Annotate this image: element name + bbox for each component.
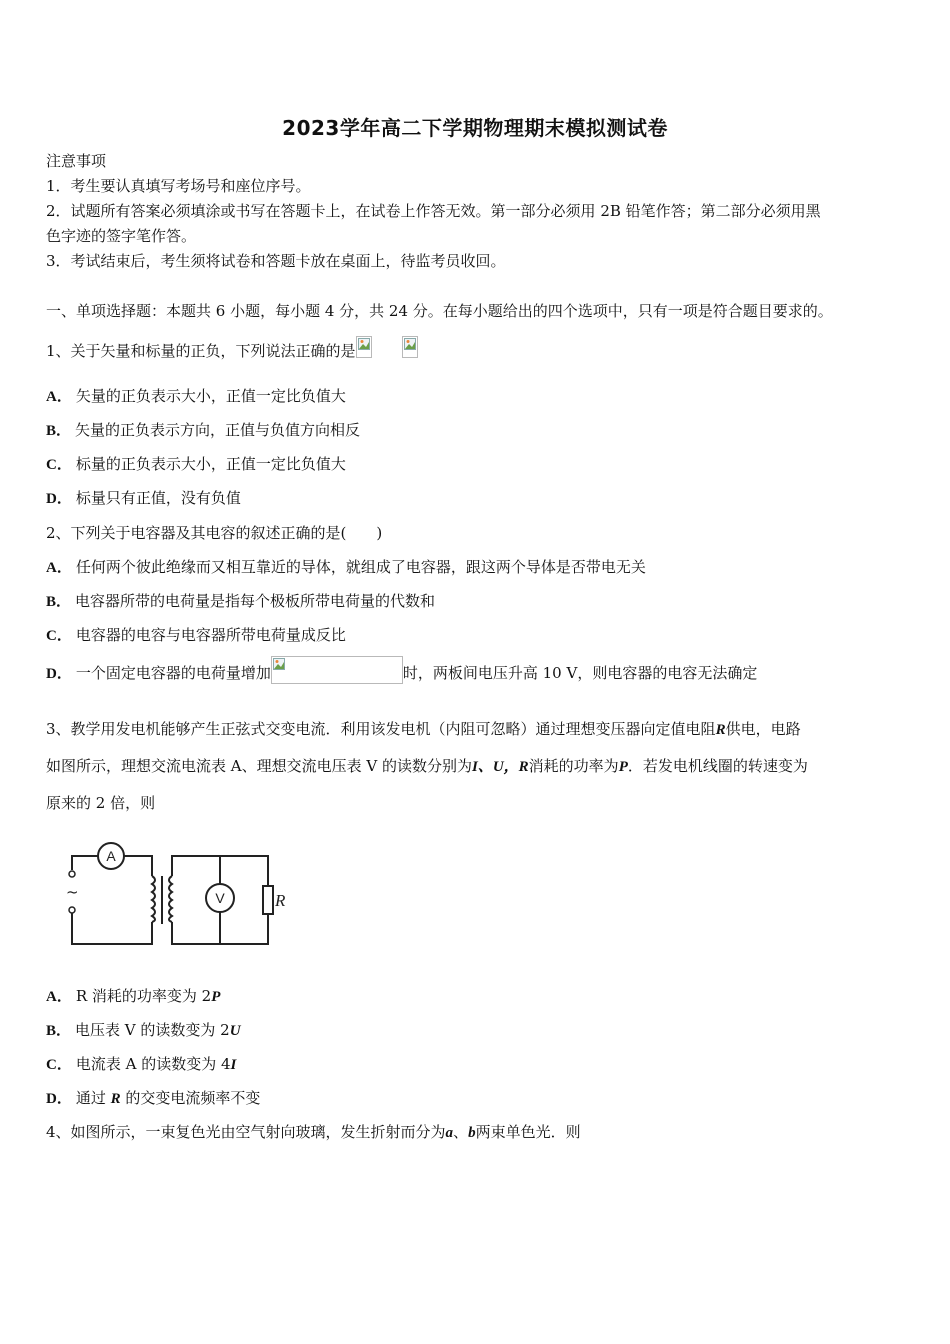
notice-item-1: 1．考生要认真填写考场号和座位序号。 [46,177,311,195]
resistor-icon [263,886,273,914]
circuit-diagram [62,840,302,952]
notice-heading: 注意事项 [46,152,107,170]
q2-option-c: C． 电容器的电容与电容器所带电荷量成反比 [46,626,346,644]
broken-image-icon [402,336,418,358]
question-1-stem [46,336,418,362]
question-2-stem: 2、下列关于电容器及其电容的叙述正确的是( ) [46,524,383,542]
q1-option-d: D． 标量只有正值，没有负值 [46,489,241,507]
q1-option-a: A． 矢量的正负表示大小，正值一定比负值大 [46,387,346,405]
terminal-icon [69,871,75,877]
q3-option-d: D． 通过 R 的交变电流频率不变 [46,1089,261,1107]
q1-option-c: C． 标量的正负表示大小，正值一定比负值大 [46,455,346,473]
ammeter-label: A [106,848,116,864]
question-3-line-3: 原来的 2 倍，则 [46,794,156,812]
broken-image-icon [356,336,372,358]
q2-option-b: B． 电容器所带的电荷量是指每个极板所带电荷量的代数和 [46,592,436,610]
q3-option-c: C． 电流表 A 的读数变为 4I [46,1055,237,1073]
notice-item-2-cont: 色字迹的签字笔作答。 [46,227,197,245]
question-3-line-1: 3、教学用发电机能够产生正弦式交变电流．利用该发电机（内阻可忽略）通过理想变压器向定值电阻R供电，电路 [46,720,801,738]
q1-option-b: B． 矢量的正负表示方向，正值与负值方向相反 [46,421,361,439]
broken-image-icon [271,656,403,684]
terminal-icon [69,907,75,913]
resistor-label: R [275,891,286,910]
question-1-text: 1、关于矢量和标量的正负，下列说法正确的是 [46,342,356,360]
question-4-stem: 4、如图所示，一束复色光由空气射向玻璃，发生折射而分为a、b两束单色光．则 [46,1123,581,1141]
page-title: 2023学年高二下学期物理期末模拟测试卷 [282,116,668,140]
ac-source-label: ~ [66,883,79,901]
q3-option-b: B． 电压表 V 的读数变为 2U [46,1021,241,1039]
q2-option-a: A． 任何两个彼此绝缘而又相互靠近的导体，就组成了电容器，跟这两个导体是否带电无关 [46,558,646,576]
voltmeter-label: V [215,890,225,906]
q3-option-a: A． R 消耗的功率变为 2P [46,987,221,1005]
q2-option-d: D． 一个固定电容器的电荷量增加 时，两板间电压升高 10 V，则电容器的电容无法确定 [46,656,757,684]
notice-item-2: 2．试题所有答案必须填涂或书写在答题卡上，在试卷上作答无效。第一部分必须用 2B 铅笔作答；第二部分必须用黑 [46,202,821,220]
section-heading: 一、单项选择题：本题共 6 小题，每小题 4 分，共 24 分。在每小题给出的四个选项中，只有一项是符合题目要求的。 [46,302,833,320]
question-3-line-2: 如图所示，理想交流电流表 A、理想交流电压表 V 的读数分别为I、U，R消耗的功率为P．若发电机线圈的转速变为 [46,757,808,775]
notice-item-3: 3．考试结束后，考生须将试卷和答题卡放在桌面上，待监考员收回。 [46,252,506,270]
